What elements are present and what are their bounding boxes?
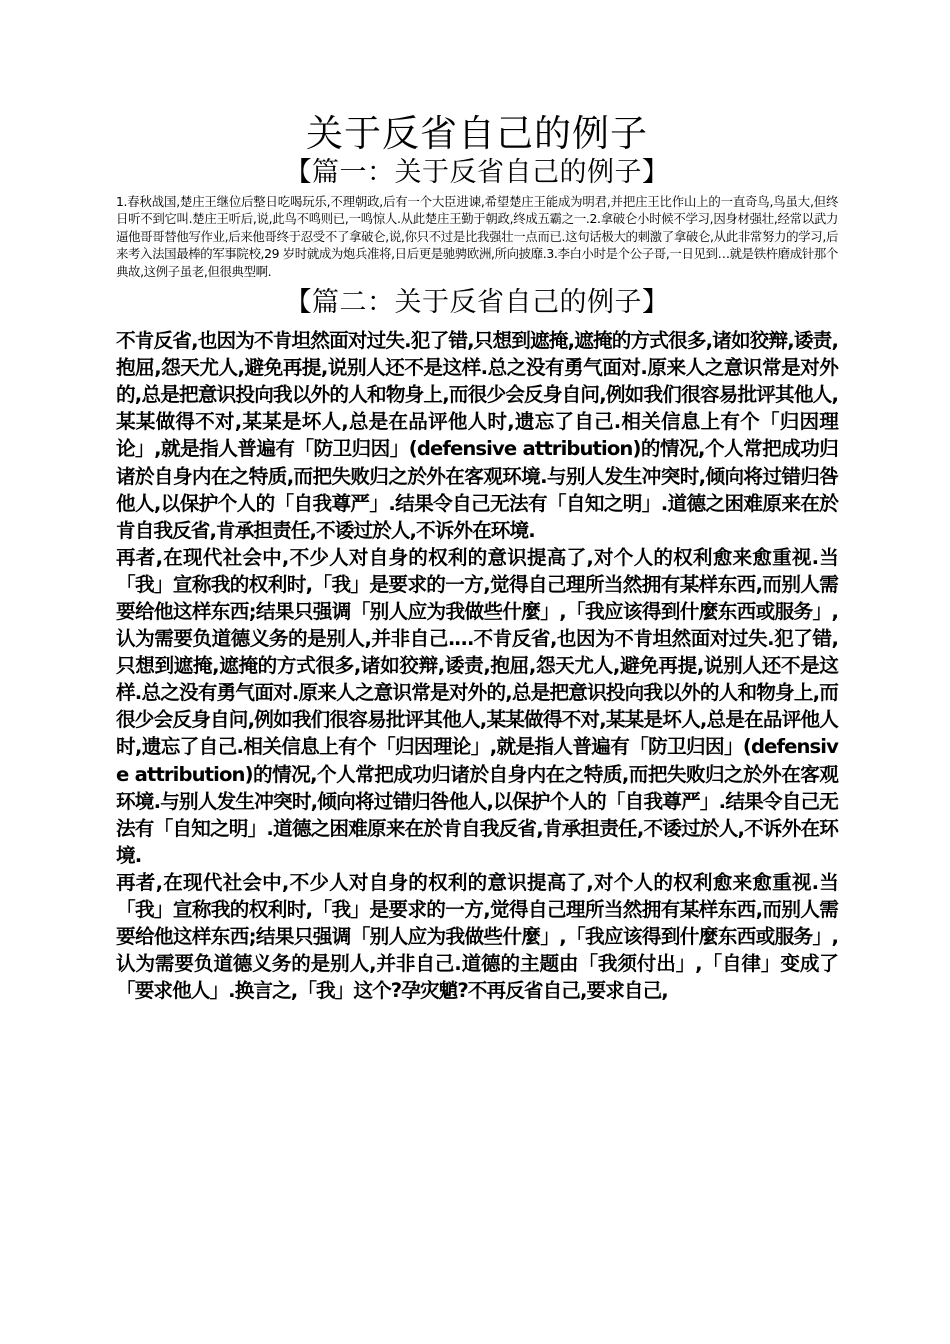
section-2-paragraph: 再者,在现代社会中,不少人对自身的权利的意识提高了,对个人的权利愈来愈重视.当「我」宣称我的权利时,「我」是要求的一方,觉得自己理所当然拥有某样东西,而别人需要给他这样东西;结果只强调「别人应为我做些什麼」,「我应该得到什麼东西或服务」,认为需要负道德义务的是别人,并非自己.…不肯反省,也因为不肯坦然面对过失.犯了错,只想到遮掩,遮掩的方式很多,诸如狡辩,诿责,抱屈,怨天尤人,避免再提,说别人还不是这样.总之没有勇气面对.原来人之意识常是对外的,总是把意识投向我以外的人和物身上,而很少会反身自问,例如我们很容易批评其他人,某某做得不对,某某是坏人,总是在品评他人时,遗忘了自己.相关信息上有个「归因理论」,就是指人普遍有「防卫归因」(defensive attribution)的情况,个人常把成功归诸於自身内在之特质,而把失败归之於外在客观环境.与别人发生冲突时,倾向将过错归咎他人,以保护个人的「自我尊严」.结果令自己无法有「自知之明」.道德之困难原来在於肯自我反省,肯承担责任,不诿过於人,不诉外在环境. <box>116 545 838 867</box>
section-1-heading: 【篇一：关于反省自己的例子】 <box>284 157 670 188</box>
section-1-body: 1.春秋战国,楚庄王继位后整日吃喝玩乐,不理朝政,后有一个大臣进谏,希望楚庄王能成为明君,并把庄王比作山上的一直奇鸟,鸟虽大,但终日听不到它叫.楚庄王听后,说,此鸟不鸣则已,一鸣惊人.从此楚庄王勤于朝政,终成五霸之一.2.拿破仑小时候不学习,因身材强壮,经常以武力逼他哥哥替他写作业,后来他哥终于忍受不了拿破仑,说,你只不过是比我强壮一点而已.这句话极大的刺激了拿破仑,从此非常努力的学习,后来考入法国最棒的军事院校,29 岁时就成为炮兵准将,日后更是驰骋欧洲,所向披靡.3.李白小时是个公子哥,一日见到…就是铁杵磨成针那个典故,这例子虽老,但很典型啊. <box>116 194 838 279</box>
section-2-paragraph: 再者,在现代社会中,不少人对自身的权利的意识提高了,对个人的权利愈来愈重视.当「我」宣称我的权利时,「我」是要求的一方,觉得自己理所当然拥有某样东西,而别人需要给他这样东西;结果只强调「别人应为我做些什麼」,「我应该得到什麼东西或服务」,认为需要负道德义务的是别人,并非自己.道德的主题由「我须付出」,「自律」变成了「要求他人」.换言之,「我」这个?孕灾魈?不再反省自己,要求自己, <box>116 870 838 1003</box>
section-2-paragraph: 不肯反省,也因为不肯坦然面对过失.犯了错,只想到遮掩,遮掩的方式很多,诸如狡辩,诿责,抱屈,怨天尤人,避免再提,说别人还不是这样.总之没有勇气面对.原来人之意识常是对外的,总是把意识投向我以外的人和物身上,而很少会反身自问,例如我们很容易批评其他人,某某做得不对,某某是坏人,总是在品评他人时,遗忘了自己.相关信息上有个「归因理论」,就是指人普遍有「防卫归因」(defensive attribution)的情况,个人常把成功归诸於自身内在之特质,而把失败归之於外在客观环境.与别人发生冲突时,倾向将过错归咎他人,以保护个人的「自我尊严」.结果令自己无法有「自知之明」.道德之困难原来在於肯自我反省,肯承担责任,不诿过於人,不诉外在环境. <box>116 329 838 542</box>
section-2-body <box>116 327 838 1004</box>
document-page <box>116 112 838 1004</box>
document-title: 关于反省自己的例子 <box>306 112 648 155</box>
section-2-heading: 【篇二：关于反省自己的例子】 <box>284 287 670 319</box>
